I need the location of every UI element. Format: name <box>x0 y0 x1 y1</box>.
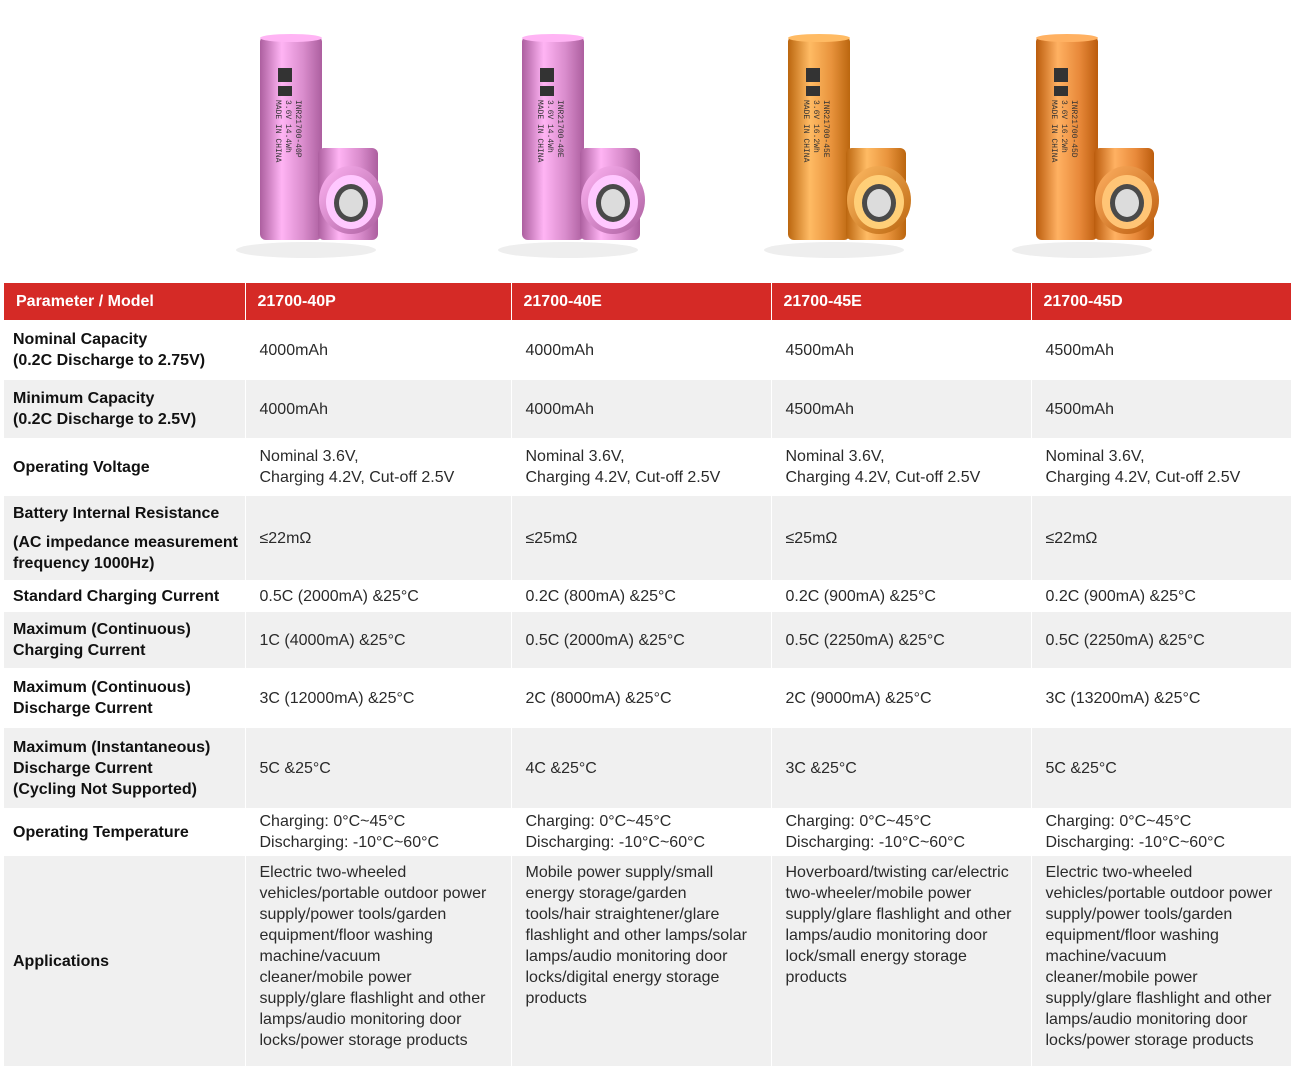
cell-applications-45e <box>771 856 1031 1066</box>
table-row-max-instantaneous-discharge <box>4 728 1291 808</box>
cell-standard-charging-current-40p <box>245 580 511 612</box>
cell-line: Nominal 3.6V, <box>785 448 885 465</box>
row-label-max-continuous-discharge <box>4 668 245 728</box>
cell-max-continuous-discharge-45d <box>1031 668 1291 728</box>
cell-standard-charging-current-45d <box>1031 580 1291 612</box>
row-label-standard-charging-current <box>4 580 245 612</box>
cell-line: machine/vacuum <box>1045 948 1167 965</box>
cell-line: Discharging: -10°C~60°C <box>1045 834 1226 851</box>
row-label-minimum-capacity <box>4 380 245 438</box>
cell-operating-temperature-45d <box>1031 808 1291 856</box>
cell-line: lock/small energy storage <box>785 948 967 965</box>
cell-line: vehicles/portable outdoor power <box>259 885 487 902</box>
table-row-internal-resistance <box>4 496 1291 580</box>
cell-line: 1C (4000mA) &25°C <box>259 631 406 649</box>
cell-line: machine/vacuum <box>259 948 381 965</box>
cell-internal-resistance-40p <box>245 496 511 580</box>
cell-line: 3C (12000mA) &25°C <box>259 689 415 707</box>
cell-line: 4000mAh <box>525 400 594 418</box>
cell-line: 5C &25°C <box>1045 759 1117 777</box>
cell-internal-resistance-45d <box>1031 496 1291 580</box>
cell-line: Nominal 3.6V, <box>259 448 359 465</box>
cell-standard-charging-current-45e <box>771 580 1031 612</box>
row-label-line: Operating Temperature <box>13 823 189 841</box>
cell-line: Electric two-wheeled <box>259 864 407 881</box>
cell-applications-40p <box>245 856 511 1066</box>
cell-line: 4500mAh <box>1045 400 1114 418</box>
header-model-45e: 21700-45E <box>771 283 1031 320</box>
table-row-standard-charging-current <box>4 580 1291 612</box>
cell-line: 0.5C (2250mA) &25°C <box>1045 631 1205 649</box>
cell-line: cleaner/mobile power <box>1045 969 1198 986</box>
table-row-minimum-capacity <box>4 380 1291 438</box>
cell-line: Discharging: -10°C~60°C <box>525 834 706 851</box>
cell-operating-voltage-45d <box>1031 438 1291 496</box>
cell-line: 4000mAh <box>525 341 594 359</box>
cell-line: Hoverboard/twisting car/electric <box>785 864 1009 881</box>
orange-battery-icon <box>764 0 924 283</box>
cell-line: 0.2C (800mA) &25°C <box>525 587 676 605</box>
cell-internal-resistance-40e <box>511 496 771 580</box>
orange-battery-icon <box>1012 0 1172 283</box>
cell-max-continuous-discharge-45e <box>771 668 1031 728</box>
cell-line: locks/power storage products <box>1045 1032 1254 1049</box>
cell-line: Discharging: -10°C~60°C <box>785 834 966 851</box>
cell-line: 4000mAh <box>259 341 328 359</box>
row-label-line: Maximum (Continuous) <box>13 621 191 638</box>
battery-print-text: INR21700-45E3.6V 16.2WhMADE IN CHINA <box>801 100 830 163</box>
row-label-line: (0.2C Discharge to 2.75V) <box>13 352 206 369</box>
cell-line: two-wheeler/mobile power <box>785 885 972 902</box>
row-label-line: frequency 1000Hz) <box>13 554 155 572</box>
cell-line: 2C (8000mA) &25°C <box>525 689 672 707</box>
cell-line: Charging: 0°C~45°C <box>259 813 406 830</box>
battery-print-text: INR21700-40P3.6V 14.4WhMADE IN CHINA <box>273 100 302 163</box>
table-row-max-continuous-discharge <box>4 668 1291 728</box>
cell-line: products <box>785 969 847 986</box>
cell-line: 0.2C (900mA) &25°C <box>1045 587 1196 605</box>
row-label-line: Charging Current <box>13 642 146 659</box>
pink-battery-icon <box>236 0 396 283</box>
cell-nominal-capacity-40p <box>245 320 511 380</box>
row-label-line: (0.2C Discharge to 2.5V) <box>13 411 197 428</box>
cell-line: lamps/audio monitoring door <box>1045 1011 1248 1028</box>
cell-line: Nominal 3.6V, <box>525 448 625 465</box>
cell-line: supply/glare flashlight and other <box>259 990 486 1007</box>
row-label-line: Applications <box>13 952 110 970</box>
cell-max-continuous-discharge-40p <box>245 668 511 728</box>
cell-line: 4000mAh <box>259 400 328 418</box>
cell-operating-voltage-40p <box>245 438 511 496</box>
cell-internal-resistance-45e <box>771 496 1031 580</box>
cell-nominal-capacity-45e <box>771 320 1031 380</box>
cell-line: Charging 4.2V, Cut-off 2.5V <box>259 469 455 486</box>
cell-line: Charging: 0°C~45°C <box>1045 813 1192 830</box>
cell-operating-temperature-45e <box>771 808 1031 856</box>
table-row-operating-voltage <box>4 438 1291 496</box>
row-label-line: Maximum (Continuous) <box>13 679 191 696</box>
cell-line: locks/power storage products <box>259 1032 468 1049</box>
cell-standard-charging-current-40e <box>511 580 771 612</box>
cell-max-continuous-charging-40p <box>245 612 511 668</box>
table-row-applications <box>4 856 1291 1066</box>
cell-line: supply/power tools/garden <box>1045 906 1233 923</box>
cell-line: 4C &25°C <box>525 759 597 777</box>
cell-line: products <box>525 990 587 1007</box>
cell-minimum-capacity-40p <box>245 380 511 438</box>
cell-max-continuous-charging-45e <box>771 612 1031 668</box>
cell-line: tools/hair straightener/glare <box>525 906 720 923</box>
cell-applications-45d <box>1031 856 1291 1066</box>
row-label-line <box>13 524 245 532</box>
row-label-line: (AC impedance measurement <box>13 533 238 551</box>
cell-nominal-capacity-45d <box>1031 320 1291 380</box>
cell-line: ≤25mΩ <box>525 529 578 547</box>
row-label-line: Discharge Current <box>13 700 153 717</box>
cell-line: lamps/audio monitoring door <box>785 927 988 944</box>
table-row-max-continuous-charging <box>4 612 1291 668</box>
cell-line: ≤25mΩ <box>785 529 838 547</box>
cell-minimum-capacity-45e <box>771 380 1031 438</box>
cell-line: 4500mAh <box>785 400 854 418</box>
table-row-nominal-capacity <box>4 320 1291 380</box>
battery-photo-40p <box>236 0 396 283</box>
row-label-max-instantaneous-discharge <box>4 728 245 808</box>
cell-line: supply/glare flashlight and other <box>1045 990 1272 1007</box>
cell-line: 2C (9000mA) &25°C <box>785 689 932 707</box>
cell-operating-voltage-45e <box>771 438 1031 496</box>
cell-nominal-capacity-40e <box>511 320 771 380</box>
battery-photo-40e <box>498 0 658 283</box>
cell-max-continuous-charging-45d <box>1031 612 1291 668</box>
battery-print-text: INR21700-45D3.6V 16.2WhMADE IN CHINA <box>1049 100 1078 163</box>
cell-minimum-capacity-45d <box>1031 380 1291 438</box>
cell-line: Charging: 0°C~45°C <box>785 813 932 830</box>
table-row-operating-temperature <box>4 808 1291 856</box>
cell-operating-temperature-40p <box>245 808 511 856</box>
cell-line: locks/digital energy storage <box>525 969 720 986</box>
row-label-nominal-capacity <box>4 320 245 380</box>
cell-line: ≤22mΩ <box>1045 529 1098 547</box>
cell-line: lamps/audio monitoring door <box>259 1011 462 1028</box>
cell-line: Mobile power supply/small <box>525 864 714 881</box>
header-parameter-model: Parameter / Model <box>4 283 245 320</box>
row-label-internal-resistance <box>4 496 245 580</box>
header-model-40e: 21700-40E <box>511 283 771 320</box>
cell-max-instantaneous-discharge-45d <box>1031 728 1291 808</box>
cell-line: cleaner/mobile power <box>259 969 412 986</box>
cell-line: 4500mAh <box>785 341 854 359</box>
header-row <box>4 283 1291 320</box>
battery-photo-45d <box>1012 0 1172 283</box>
row-label-line: (Cycling Not Supported) <box>13 780 197 798</box>
product-photos <box>0 0 1295 283</box>
cell-line: supply/power tools/garden <box>259 906 447 923</box>
cell-line: 0.5C (2000mA) &25°C <box>259 587 419 605</box>
row-label-operating-temperature <box>4 808 245 856</box>
pink-battery-icon <box>498 0 658 283</box>
cell-operating-temperature-40e <box>511 808 771 856</box>
cell-line: vehicles/portable outdoor power <box>1045 885 1273 902</box>
row-label-max-continuous-charging <box>4 612 245 668</box>
cell-applications-40e <box>511 856 771 1066</box>
row-label-line: Operating Voltage <box>13 458 150 476</box>
cell-line: 0.5C (2000mA) &25°C <box>525 631 685 649</box>
cell-line: Charging 4.2V, Cut-off 2.5V <box>1045 469 1241 486</box>
cell-line: 0.2C (900mA) &25°C <box>785 587 936 605</box>
row-label-line: Discharge Current <box>13 759 153 777</box>
cell-line: 3C (13200mA) &25°C <box>1045 689 1201 707</box>
cell-operating-voltage-40e <box>511 438 771 496</box>
cell-max-instantaneous-discharge-40p <box>245 728 511 808</box>
cell-line: equipment/floor washing <box>1045 927 1219 944</box>
cell-line: Charging: 0°C~45°C <box>525 813 672 830</box>
cell-line: 5C &25°C <box>259 759 331 777</box>
row-label-applications <box>4 856 245 1066</box>
cell-line: 3C &25°C <box>785 759 857 777</box>
cell-line: lamps/audio monitoring door <box>525 948 728 965</box>
battery-photo-45e <box>764 0 924 283</box>
row-label-line: Minimum Capacity <box>13 390 155 407</box>
row-label-line: Maximum (Instantaneous) <box>13 738 211 756</box>
cell-line: energy storage/garden <box>525 885 687 902</box>
cell-line: supply/glare flashlight and other <box>785 906 1012 923</box>
cell-line: Charging 4.2V, Cut-off 2.5V <box>525 469 721 486</box>
cell-line: ≤22mΩ <box>259 529 312 547</box>
battery-print-text: INR21700-40E3.6V 14.4WhMADE IN CHINA <box>535 100 564 163</box>
cell-max-instantaneous-discharge-45e <box>771 728 1031 808</box>
row-label-line: Battery Internal Resistance <box>13 504 220 522</box>
cell-line: Charging 4.2V, Cut-off 2.5V <box>785 469 981 486</box>
cell-max-instantaneous-discharge-40e <box>511 728 771 808</box>
cell-max-continuous-charging-40e <box>511 612 771 668</box>
cell-line: Electric two-wheeled <box>1045 864 1193 881</box>
row-label-line: Standard Charging Current <box>13 587 220 605</box>
header-model-45d: 21700-45D <box>1031 283 1291 320</box>
row-label-line: Nominal Capacity <box>13 331 148 348</box>
spec-table <box>4 283 1292 1066</box>
cell-line: 4500mAh <box>1045 341 1114 359</box>
header-model-40p: 21700-40P <box>245 283 511 320</box>
cell-line: Discharging: -10°C~60°C <box>259 834 440 851</box>
cell-minimum-capacity-40e <box>511 380 771 438</box>
cell-line: Nominal 3.6V, <box>1045 448 1145 465</box>
row-label-operating-voltage <box>4 438 245 496</box>
cell-max-continuous-discharge-40e <box>511 668 771 728</box>
cell-line: flashlight and other lamps/solar <box>525 927 747 944</box>
cell-line: equipment/floor washing <box>259 927 433 944</box>
cell-line: 0.5C (2250mA) &25°C <box>785 631 945 649</box>
